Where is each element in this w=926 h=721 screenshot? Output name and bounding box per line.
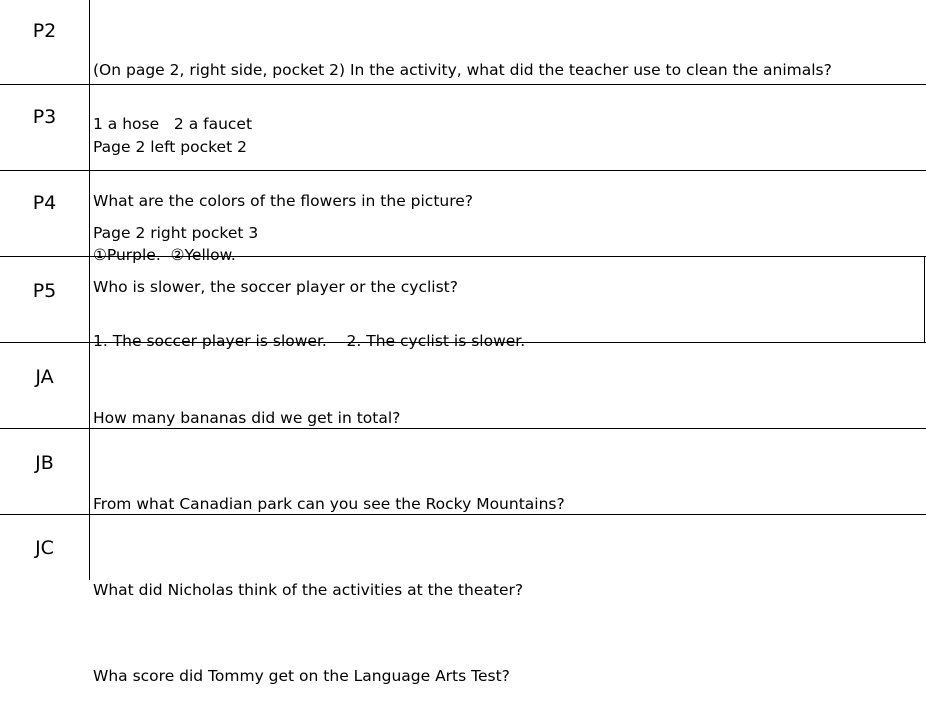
question-line: 1 a hose 2 a faucet: [93, 115, 253, 133]
row-code: P3: [32, 106, 57, 128]
row-code: P2: [32, 20, 57, 42]
question-line: Who is slower, the soccer player or the cyclist?: [93, 278, 458, 296]
question-line: How many bananas did we get in total?: [93, 409, 401, 427]
question-line: [93, 559, 923, 577]
question-line: [93, 613, 923, 631]
question-line: [93, 387, 923, 405]
row-code: JC: [35, 537, 54, 559]
question-line: [93, 301, 923, 319]
question-line: Wha score did Tommy get on the Language Arts Test?: [93, 667, 510, 685]
row-code: P4: [32, 192, 57, 214]
question-line: Page 2 right pocket 3: [93, 224, 259, 242]
question-line: What are the colors of the flowers in the picture?: [93, 192, 474, 210]
question-line: Page 2 left pocket 2: [93, 138, 247, 156]
question-line: (On page 2, right side, pocket 2) In the activity, what did the teacher use to clean the animals?: [93, 61, 832, 79]
question-line: From what Canadian park can you see the Rocky Mountains?: [93, 495, 565, 513]
question-line: 1. The soccer player is slower. 2. The cyclist is slower.: [93, 332, 526, 350]
question-line: ①Purple. ②Yellow.: [93, 246, 236, 264]
row-code: JA: [35, 366, 54, 388]
row-code: P5: [32, 280, 57, 302]
row-code: JB: [35, 452, 54, 474]
row-question: [93, 523, 923, 721]
question-line: [93, 473, 923, 491]
question-line: What did Nicholas think of the activities at the theater?: [93, 581, 524, 599]
